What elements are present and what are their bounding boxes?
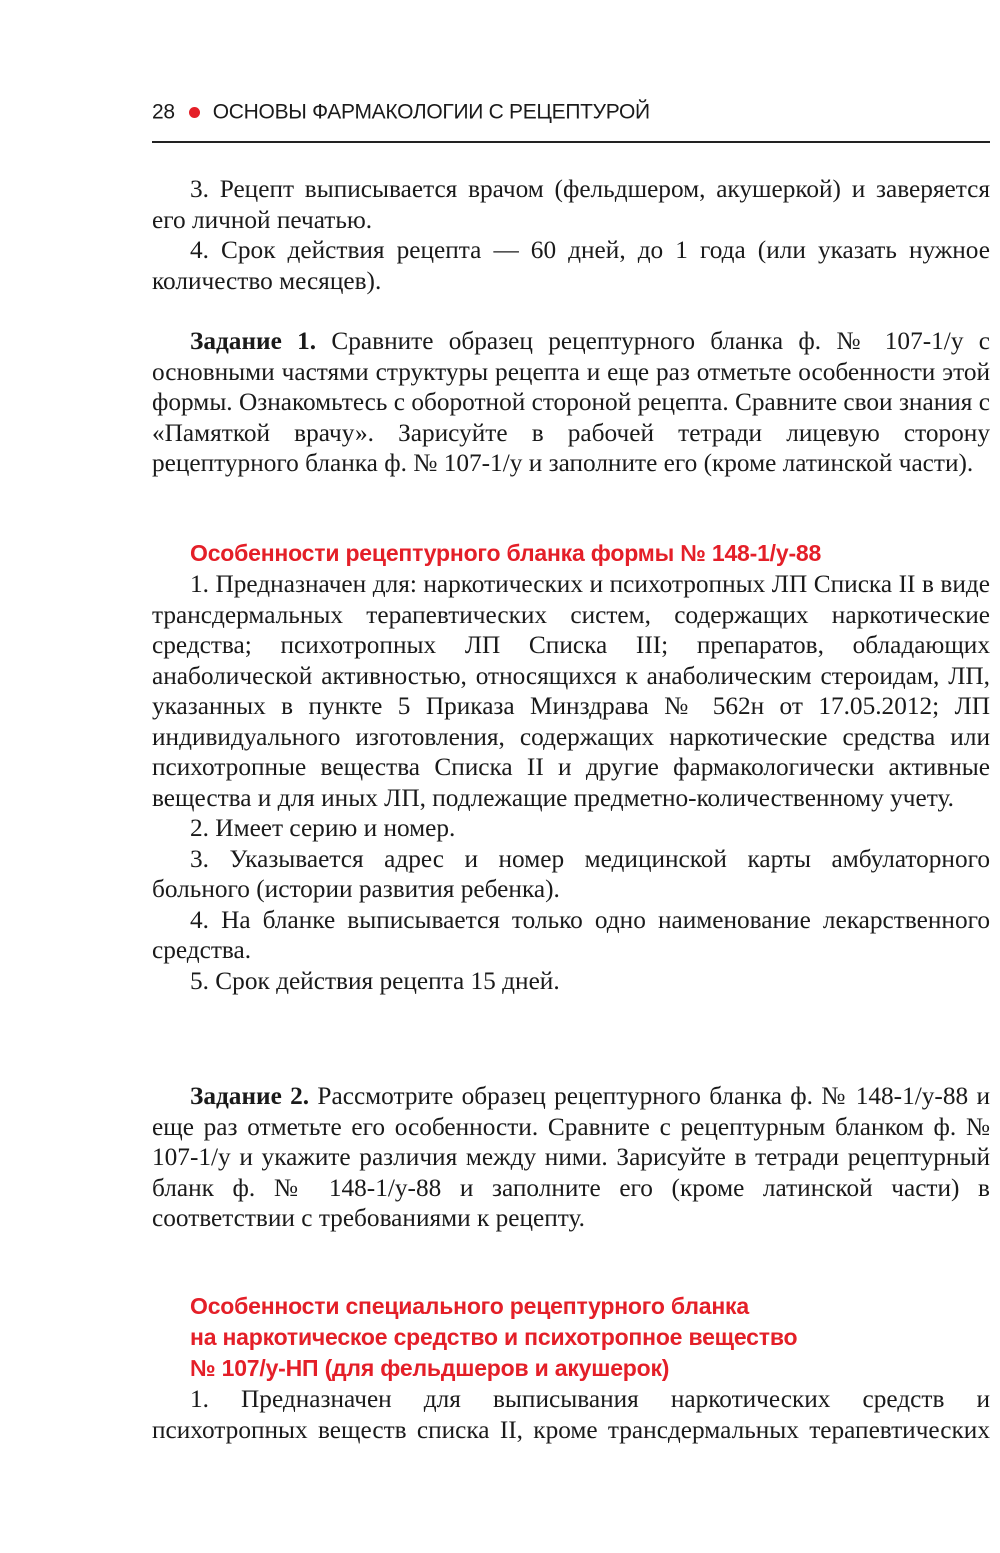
section-1-item-4: 4. На бланке выписывается только одно наименование лекарственного средства. — [152, 905, 990, 964]
task-2-paragraph — [152, 1081, 990, 1234]
task-1-label: Задание 1. — [190, 327, 317, 355]
task-2-label: Задание 2. — [190, 1082, 310, 1110]
task-1-text: Сравните образец рецептурного бланка ф. № 107-1/у с основными частями структуры рецепта и еще раз отметьте особенности этой формы. Ознакомьтесь с оборотной стороной рецепта. Сравните свои знания с «Памяткой врачу». Зарисуйте в рабочей тетради лицевую сторону рецептурного бланка ф. № 107-1/у и заполните его (кроме латинской части). — [152, 327, 991, 477]
section-1-item-3: 3. Указывается адрес и номер медицинской карты амбулаторного больного (истории развития ребенка). — [152, 844, 990, 903]
running-header — [152, 100, 990, 136]
section-2-item-1: 1. Предназначен для выписывания наркотических средств и психотропных веществ списка II, кроме трансдермальных терапевтических — [152, 1385, 990, 1444]
section-1-item-1: 1. Предназначен для: наркотических и психотропных ЛП Списка II в виде трансдермальных терапевтических систем, содержащих наркотические средства; психотропных ЛП Списка III; препаратов, обладающих анаболической активностью, относящихся к анаболическим стероидам, ЛП, указанных в пункте 5 Приказа Минздрава № 562н от 17.05.2012; ЛП индивидуального изготовления, содержащих наркотические средства или психотропные вещества Списка II и другие фармакологически активные вещества и для иных ЛП, подлежащие предметно-количественному учету. — [152, 570, 990, 812]
bullet-dot-icon — [189, 107, 200, 118]
section-1-item-5: 5. Срок действия рецепта 15 дней. — [190, 966, 560, 995]
section-1-list — [152, 569, 990, 996]
page-number: 28 — [152, 100, 175, 124]
header-rule — [152, 141, 990, 143]
section-1-item-2: 2. Имеет серию и номер. — [190, 814, 456, 842]
section-2-heading-line-3: № 107/у-НП (для фельдшеров и акушерок) — [190, 1355, 670, 1381]
task-1-paragraph — [152, 326, 990, 479]
section-2-heading-line-2: на наркотическое средство и психотропное вещество — [190, 1324, 798, 1350]
section-2-heading-line-1: Особенности специального рецептурного бланка — [190, 1293, 749, 1319]
task-1-block — [152, 326, 990, 479]
section-1-heading: Особенности рецептурного бланка формы № 148-1/у-88 — [190, 540, 822, 566]
task-2-block — [152, 1081, 990, 1234]
intro-block — [152, 174, 990, 296]
running-title: ОСНОВЫ ФАРМАКОЛОГИИ С РЕЦЕПТУРОЙ — [212, 100, 650, 124]
section-2-list — [152, 1384, 990, 1445]
task-2-text: Рассмотрите образец рецептурного бланка ф. № 148-1/у-88 и еще раз отметьте его особенности. Сравните с рецептурным бланком ф. № 107-1/у и укажите различия между ними. Зарисуйте в тетради рецептурный бланк ф. № 148-1/у-88 и заполните его (кроме латинской части) в соответствии с требованиями к рецепту. — [152, 1082, 990, 1232]
intro-item-3: 3. Рецепт выписывается врачом (фельдшером, акушеркой) и заверяется его личной печатью. — [152, 175, 990, 234]
intro-item-4: 4. Срок действия рецепта — 60 дней, до 1 года (или указать нужное количество месяцев). — [152, 236, 990, 295]
